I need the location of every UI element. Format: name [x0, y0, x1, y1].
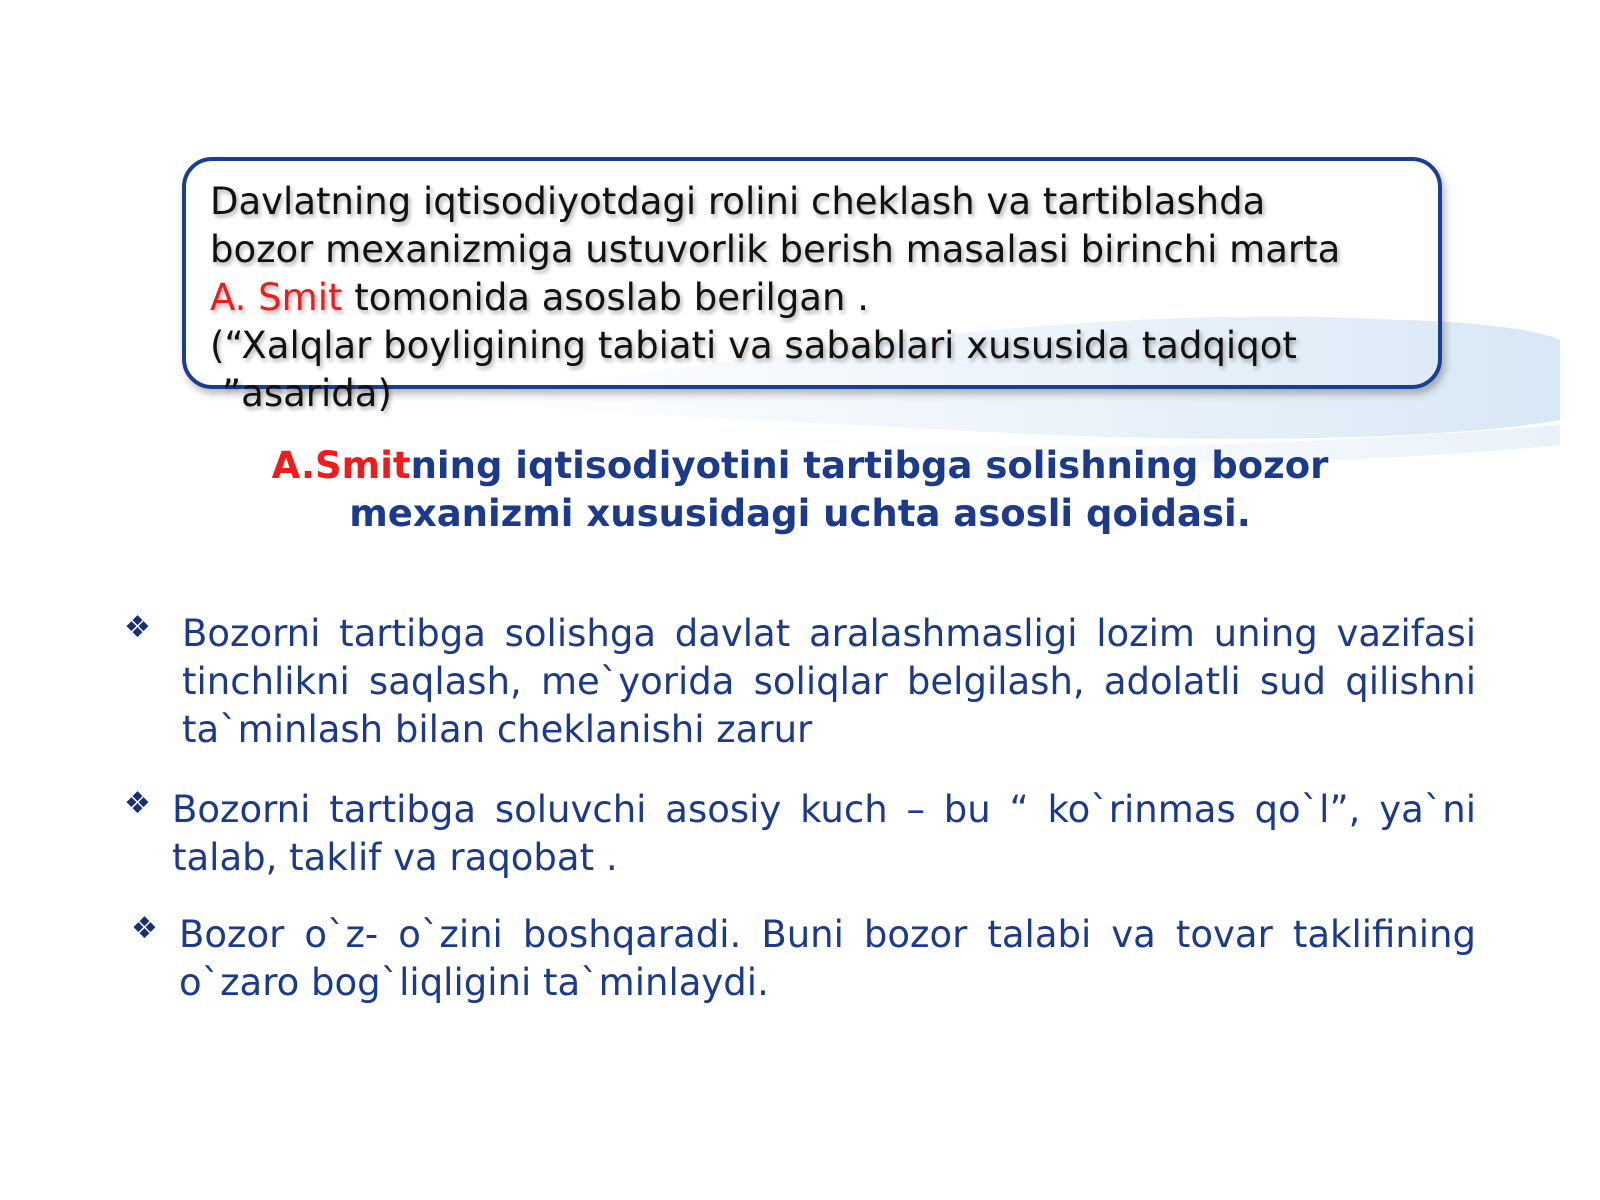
diamond-bullet-icon: ❖ [124, 610, 151, 645]
heading-author-name: A.Smit [271, 444, 411, 487]
bullet-text: Bozorni tartibga soluvchi asosiy kuch – bu “ ko`rinmas qo`l”, ya`ni talab, taklif va raqobat . [172, 788, 1476, 879]
intro-line-rest: tomonida asoslab berilgan . [342, 276, 869, 319]
heading-line-rest: ning iqtisodiyotini tartibga solishning bozor [410, 444, 1329, 487]
diamond-bullet-icon: ❖ [124, 786, 151, 821]
bullet-text: Bozor o`z- o`zini boshqaradi. Buni bozor talabi va tovar taklifining o`zaro bog`liqligini ta`minlaydi. [179, 913, 1476, 1004]
heading-line [150, 442, 1450, 490]
bullet-item [124, 786, 1476, 882]
intro-line [210, 274, 1440, 322]
bullet-item [124, 610, 1476, 754]
diamond-bullet-icon: ❖ [131, 911, 158, 946]
heading-line: mexanizmi xususidagi uchta asosli qoidasi. [349, 492, 1251, 535]
intro-line: bozor mexanizmiga ustuvorlik berish masalasi birinchi marta [210, 228, 1341, 271]
intro-author-name: A. Smit [210, 276, 343, 319]
bullet-text: Bozorni tartibga solishga davlat aralashmasligi lozim uning vazifasi tinchlikni saqlash, me`yorida soliqlar belgilash, adolatli sud qilishni ta`minlash bilan cheklanishi zarur [182, 612, 1476, 751]
slide-heading [150, 442, 1450, 538]
bullet-item [131, 911, 1476, 1007]
intro-line: Davlatning iqtisodiyotdagi rolini cheklash va tartiblashda [210, 180, 1266, 223]
intro-line: (“Xalqlar boyligining tabiati va sabablari xususida tadqiqot [210, 324, 1297, 367]
intro-line: ”asarida) [222, 372, 392, 415]
intro-text [210, 178, 1440, 418]
